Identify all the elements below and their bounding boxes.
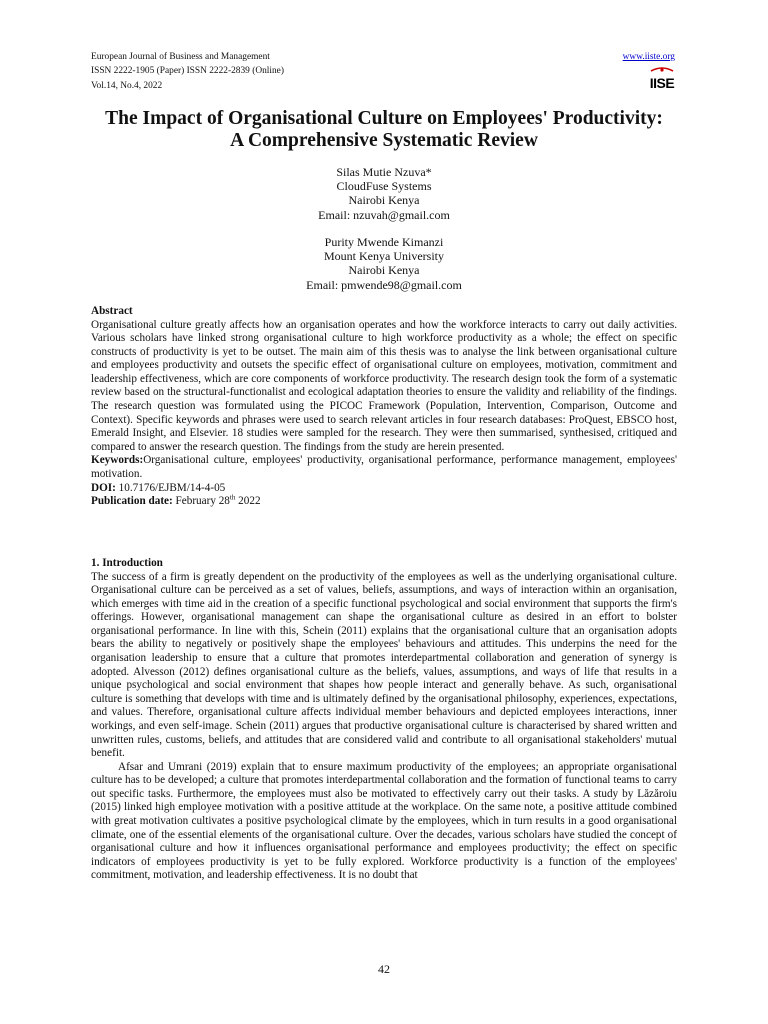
abstract-text: Organisational culture greatly affects how an organisation operates and how the workforce interacts to carry out daily activities. Various scholars have linked strong organisational culture to high workforce productivity as a whole; the effect on specific constructs of productivity is yet to be outset. The main aim of this thesis was to analyse the link between organisational culture and employees productivity and outsets the specific effect of organisational culture on employees, motivation, commitment and leadership effectiveness, which are core components of workforce productivity. The research design took the form of a systematic review based on the structural-functionalist and ecological adaptation theories to ensure the validity and reliability of the findings. The research question was formulated using the PICOC Framework (Population, Intervention, Comparison, Outcome and Context). Specific keywords and phrases were used to search relevant articles in four research databases: ProQuest, EBSCO host, Emerald Insight, and Elsevier. 18 studies were sampled for the research. They were then summarised, synthesised, critiqued and compared to answer the research question. The findings from the study are herein presented.	[91, 318, 677, 453]
paper-title	[60, 108, 708, 152]
author-location: Nairobi Kenya	[348, 193, 420, 208]
keywords-label: Keywords:	[91, 454, 144, 467]
abstract-section	[91, 305, 677, 509]
journal-issn: ISSN 2222-1905 (Paper) ISSN 2222-2839 (Online)	[91, 66, 284, 77]
paper-title-line2: A Comprehensive Systematic Review	[230, 130, 538, 151]
iiste-logo-icon	[649, 67, 675, 91]
publication-date-year: 2022	[235, 495, 261, 508]
page-number: 42	[378, 962, 390, 976]
publication-date-label: Publication date:	[91, 495, 173, 508]
journal-info	[91, 50, 284, 93]
author-name: Purity Mwende Kimanzi	[324, 235, 444, 249]
author-affiliation: Mount Kenya University	[324, 249, 444, 264]
keywords-text: Organisational culture, employees' productivity, organisational performance, performance management, employees' motivation.	[91, 454, 677, 480]
journal-volume: Vol.14, No.4, 2022	[91, 80, 163, 91]
iiste-logo	[649, 67, 675, 91]
keywords	[91, 454, 677, 481]
journal-name: European Journal of Business and Management	[91, 52, 270, 62]
author-location: Nairobi Kenya	[348, 263, 420, 278]
author-block-2	[0, 235, 768, 292]
publication-date-value: February 28	[172, 495, 230, 508]
doi-value: 10.7176/EJBM/14-4-05	[115, 481, 226, 494]
author-email: Email: nzuvah@gmail.com	[318, 207, 450, 222]
journal-header	[91, 50, 677, 94]
introduction-paragraph-2: Afsar and Umrani (2019) explain that to ensure maximum productivity of the employees; an appropriate organisational culture has to be developed; a culture that promotes interdepartmental collaboration and the formation of functional teams to carry out specific tasks. Furthermore, the employees must also be motivated to effectively carry out their tasks. A study by Lăzăroiu (2015) linked high employee motivation with a positive attitude at the workplace. On the same note, a positive attitude combined with great motivation cultivates a positive psychological climate by the employees, which in turn results in a good organisational climate, one of the essential elements of the organisational culture. Over the decades, various scholars have studied the concept of organisational culture and how it influences organisational performance and employees productivity; the effect on specific indicators of employees productivity is yet to be fully explored. Workforce productivity is a function of the employees' commitment, motivation, and leadership effectiveness. It is no doubt that	[91, 760, 677, 882]
svg-text:IISE: IISE	[649, 75, 675, 91]
abstract-heading: Abstract	[91, 305, 133, 317]
introduction-paragraph-1: The success of a firm is greatly dependent on the productivity of the employees as well as the underlying organisational culture. Organisational culture can be perceived as a set of values, beliefs, assumptions, and ways of interaction within an organisation, which emerges with time aid in the creation of a specific functional psychological and social environment that supports the firm's offerings. However, organisational management can shape the organisational culture as desired in an effort to bolster organisational performance. In line with this, Schein (2011) explains that the organisational culture that an organisation adopts bears the ability to negatively or positively shape the employees' behaviours and attitudes. This underpins the need for the organisation leadership to ensure that a culture that promotes interdepartmental collaboration and generation of synergy is adopted. Alvesson (2012) defines organisational culture as the beliefs, values, assumptions, and ways of life that results in a unique psychological and social environment that shapes how people interact and generally behave. As such, organisational culture is something that develops with time and is ultimately defined by the organisational philosophy, experiences, expectations, and values. Therefore, organisational culture affects individual member behaviours and depicted employees interactions, inner workings, and even self-image. Schein (2011) argues that productive organisational culture is characterised by shared written and unwritten rules, customs, beliefs, and attitudes that are considered valid and contribute to all organisational stakeholders' mutual benefit.	[91, 570, 677, 760]
doi-line	[91, 482, 677, 496]
publication-date-suffix: th	[229, 493, 236, 502]
publication-date-line	[91, 495, 677, 509]
author-block-1	[0, 165, 768, 222]
introduction-heading: 1. Introduction	[91, 557, 163, 569]
introduction-section	[91, 557, 677, 883]
journal-url-link[interactable]: www.iiste.org	[622, 52, 675, 62]
doi-label: DOI:	[91, 481, 116, 494]
author-affiliation: CloudFuse Systems	[336, 179, 432, 194]
author-name: Silas Mutie Nzuva*	[336, 165, 432, 179]
author-email: Email: pmwende98@gmail.com	[306, 277, 462, 292]
paper-title-line1: The Impact of Organisational Culture on Employees' Productivity:	[105, 108, 663, 129]
